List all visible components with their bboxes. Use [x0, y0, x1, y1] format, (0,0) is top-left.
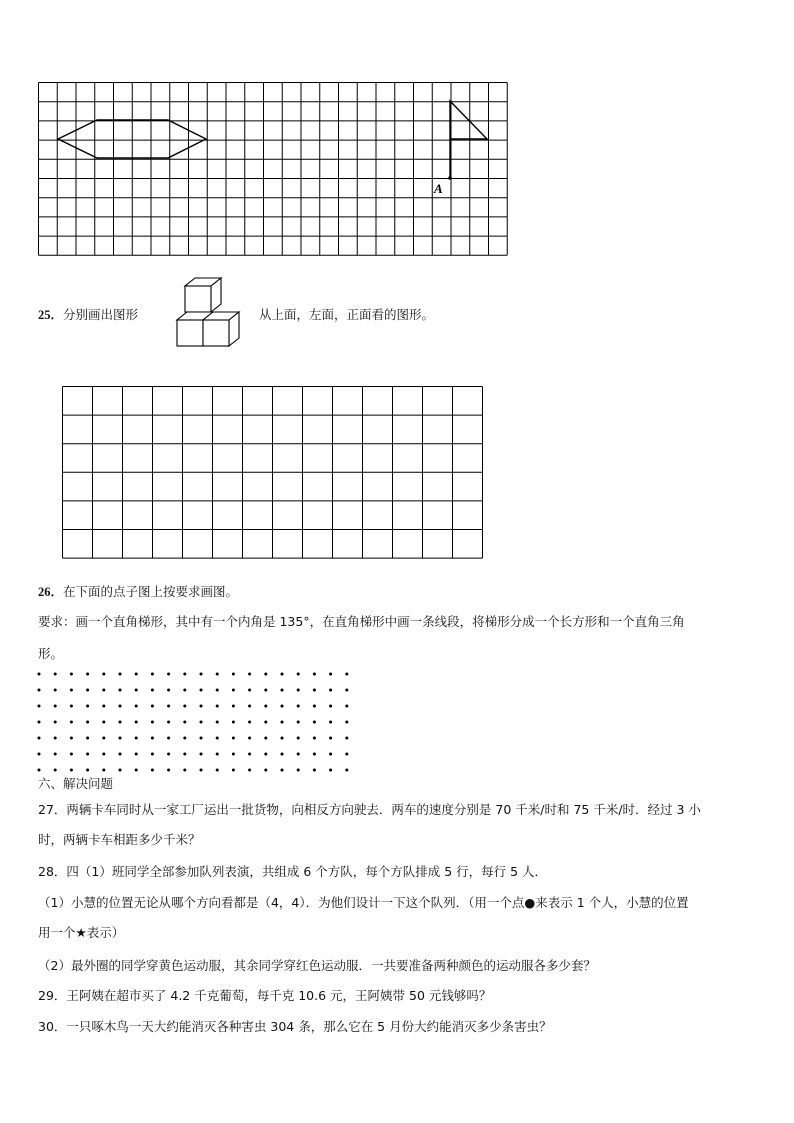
- grid-dot: [345, 673, 348, 676]
- grid-dot: [102, 769, 105, 772]
- grid-dot: [345, 721, 348, 724]
- grid-dot: [232, 721, 235, 724]
- grid-dot: [135, 753, 138, 756]
- grid-dot: [102, 689, 105, 692]
- q26-requirement-line2: 形。: [38, 646, 64, 661]
- grid-dot: [216, 705, 219, 708]
- grid-dot: [216, 769, 219, 772]
- grid-dot: [183, 689, 186, 692]
- grid-dot: [167, 673, 170, 676]
- grid-dot: [264, 721, 267, 724]
- grid-dot: [329, 753, 332, 756]
- grid-dot: [248, 705, 251, 708]
- grid-dot: [248, 689, 251, 692]
- grid-dot: [297, 689, 300, 692]
- grid-dot: [102, 737, 105, 740]
- grid-dot: [86, 737, 89, 740]
- grid-dot: [281, 705, 284, 708]
- grid-dot: [70, 737, 73, 740]
- grid-dot: [200, 769, 203, 772]
- grid-dot: [167, 753, 170, 756]
- grid-dot: [167, 705, 170, 708]
- grid-dot: [183, 769, 186, 772]
- grid-dot: [345, 737, 348, 740]
- grid-dot: [313, 673, 316, 676]
- grid-dot: [151, 753, 154, 756]
- grid-dot: [151, 737, 154, 740]
- grid-dot: [200, 753, 203, 756]
- grid-dot: [135, 673, 138, 676]
- q28-sub2: （2）最外圈的同学穿黄色运动服，其余同学穿红色运动服．一共要准备两种颜色的运动服各多少套？: [38, 958, 596, 973]
- grid-dot: [313, 689, 316, 692]
- grid-dot: [313, 737, 316, 740]
- grid-dot: [183, 721, 186, 724]
- grid-dot: [70, 705, 73, 708]
- grid-dot: [38, 737, 41, 740]
- grid-dot: [38, 705, 41, 708]
- grid-dot: [38, 769, 41, 772]
- grid-dot: [183, 705, 186, 708]
- grid-dot: [151, 721, 154, 724]
- grid-dot: [216, 689, 219, 692]
- grid-dot: [248, 737, 251, 740]
- grid-dot: [281, 673, 284, 676]
- grid-dot: [183, 737, 186, 740]
- grid-dot: [297, 769, 300, 772]
- grid-dot: [135, 721, 138, 724]
- grid-dot: [119, 753, 122, 756]
- grid-dot: [102, 705, 105, 708]
- grid-dot: [54, 737, 57, 740]
- grid-dot: [248, 721, 251, 724]
- grid-dot: [119, 721, 122, 724]
- grid-dot: [264, 769, 267, 772]
- grid-dot: [264, 689, 267, 692]
- grid-dot: [102, 673, 105, 676]
- grid-dot: [329, 689, 332, 692]
- grid-dot: [86, 753, 89, 756]
- grid-dot: [248, 769, 251, 772]
- q28-sub1-line1: （1）小慧的位置无论从哪个方向看都是（4，4）．为他们设计一下这个队列．（用一个点●来表示 1 个人，小慧的位置: [38, 895, 689, 910]
- grid-dot: [86, 673, 89, 676]
- grid-dot: [86, 689, 89, 692]
- grid-dot: [313, 769, 316, 772]
- grid-dot: [313, 721, 316, 724]
- grid-dot: [86, 721, 89, 724]
- q29-line1: 29．王阿姨在超市买了 4.2 千克葡萄，每千克 10.6 元，王阿姨带 50 元钱够吗？: [38, 988, 492, 1003]
- q30-line1: 30．一只啄木鸟一天大约能消灭各种害虫 304 条，那么它在 5 月份大约能消灭多少条害虫？: [38, 1019, 552, 1034]
- grid-dot: [329, 673, 332, 676]
- q25-suffix: 从上面，左面，正面看的图形。: [259, 307, 435, 322]
- grid-dot: [232, 769, 235, 772]
- grid-dot: [297, 705, 300, 708]
- grid-dot: [329, 737, 332, 740]
- grid-dot: [119, 689, 122, 692]
- grid-dot: [70, 753, 73, 756]
- grid-dot: [151, 673, 154, 676]
- grid-dot: [248, 753, 251, 756]
- grid-dot: [54, 705, 57, 708]
- grid-dot: [329, 769, 332, 772]
- grid-dot: [281, 737, 284, 740]
- grid-dot: [38, 673, 41, 676]
- grid-dot: [216, 753, 219, 756]
- grid-dot: [135, 737, 138, 740]
- grid-dot: [345, 705, 348, 708]
- grid-dot: [232, 737, 235, 740]
- grid-dot: [119, 673, 122, 676]
- q28-sub1-line2: 用一个★表示）: [38, 925, 125, 940]
- grid-dot: [232, 689, 235, 692]
- grid-dot: [102, 721, 105, 724]
- grid-dot: [54, 753, 57, 756]
- grid-dot: [297, 673, 300, 676]
- grid-dot: [167, 769, 170, 772]
- grid-dot: [216, 721, 219, 724]
- grid-dot: [313, 705, 316, 708]
- grid-dot: [54, 721, 57, 724]
- grid-dot: [216, 673, 219, 676]
- grid-dot: [86, 769, 89, 772]
- grid-dot: [248, 673, 251, 676]
- grid-dot: [119, 705, 122, 708]
- point-a-label: A: [434, 181, 443, 196]
- grid-dot: [70, 689, 73, 692]
- grid-dot: [264, 753, 267, 756]
- grid-dot: [345, 753, 348, 756]
- grid-dot: [200, 721, 203, 724]
- grid-dot: [345, 769, 348, 772]
- grid-dot: [264, 705, 267, 708]
- q25-number: 25．: [38, 308, 64, 322]
- section6-title: 六、解决问题: [38, 776, 114, 791]
- grid-dot: [281, 721, 284, 724]
- grid-dot: [167, 737, 170, 740]
- grid-dot: [232, 753, 235, 756]
- q26-title-text: 在下面的点子图上按要求画图。: [63, 584, 239, 599]
- grid-dot: [135, 689, 138, 692]
- grid-dot: [216, 737, 219, 740]
- grid-dot: [151, 769, 154, 772]
- grid-dot: [151, 705, 154, 708]
- grid-dot: [281, 753, 284, 756]
- grid-dot: [264, 673, 267, 676]
- grid-dot: [200, 673, 203, 676]
- grid-dot: [345, 689, 348, 692]
- grid-dot: [135, 769, 138, 772]
- grid-dot: [38, 721, 41, 724]
- q26-requirement-line1: 要求：画一个直角梯形，其中有一个内角是 135°，在直角梯形中画一条线段，将梯形分成一个长方形和一个直角三角: [38, 614, 685, 629]
- grid-dot: [54, 689, 57, 692]
- grid-dot: [54, 673, 57, 676]
- grid-dot: [167, 721, 170, 724]
- grid-dot: [297, 721, 300, 724]
- grid-dot: [297, 737, 300, 740]
- grid-dot: [200, 737, 203, 740]
- grid-dot: [70, 769, 73, 772]
- grid-dot: [38, 753, 41, 756]
- grid-dot: [70, 673, 73, 676]
- grid-dot: [329, 705, 332, 708]
- grid-dot: [329, 721, 332, 724]
- grid-dot: [232, 705, 235, 708]
- grid-dot: [232, 673, 235, 676]
- grid-dot: [281, 689, 284, 692]
- grid-dot: [281, 769, 284, 772]
- grid-dot: [151, 689, 154, 692]
- grid-dot: [183, 753, 186, 756]
- grid-dot: [86, 705, 89, 708]
- q27-line1: 27．两辆卡车同时从一家工厂运出一批货物，向相反方向驶去．两车的速度分别是 70 千米/时和 75 千米/时．经过 3 小: [38, 802, 701, 817]
- grid-dot: [119, 737, 122, 740]
- grid-dot: [102, 753, 105, 756]
- q27-line2: 时，两辆卡车相距多少千米？: [38, 832, 201, 847]
- grid-dot: [54, 769, 57, 772]
- grid-dot: [167, 689, 170, 692]
- grid-dot: [70, 721, 73, 724]
- grid-dot: [297, 753, 300, 756]
- grid-dot: [135, 705, 138, 708]
- grid-dot: [200, 705, 203, 708]
- grid-dot: [264, 737, 267, 740]
- grid-dot: [183, 673, 186, 676]
- q26-number: 26．: [38, 585, 64, 599]
- grid-dot: [38, 689, 41, 692]
- grid-dot: [313, 753, 316, 756]
- q28-line1: 28．四（1）班同学全部参加队列表演，共组成 6 个方队，每个方队排成 5 行，每行 5 人．: [38, 864, 548, 879]
- grid-dot: [200, 689, 203, 692]
- q25-prefix: 分别画出图形: [63, 307, 139, 322]
- grid-dot: [119, 769, 122, 772]
